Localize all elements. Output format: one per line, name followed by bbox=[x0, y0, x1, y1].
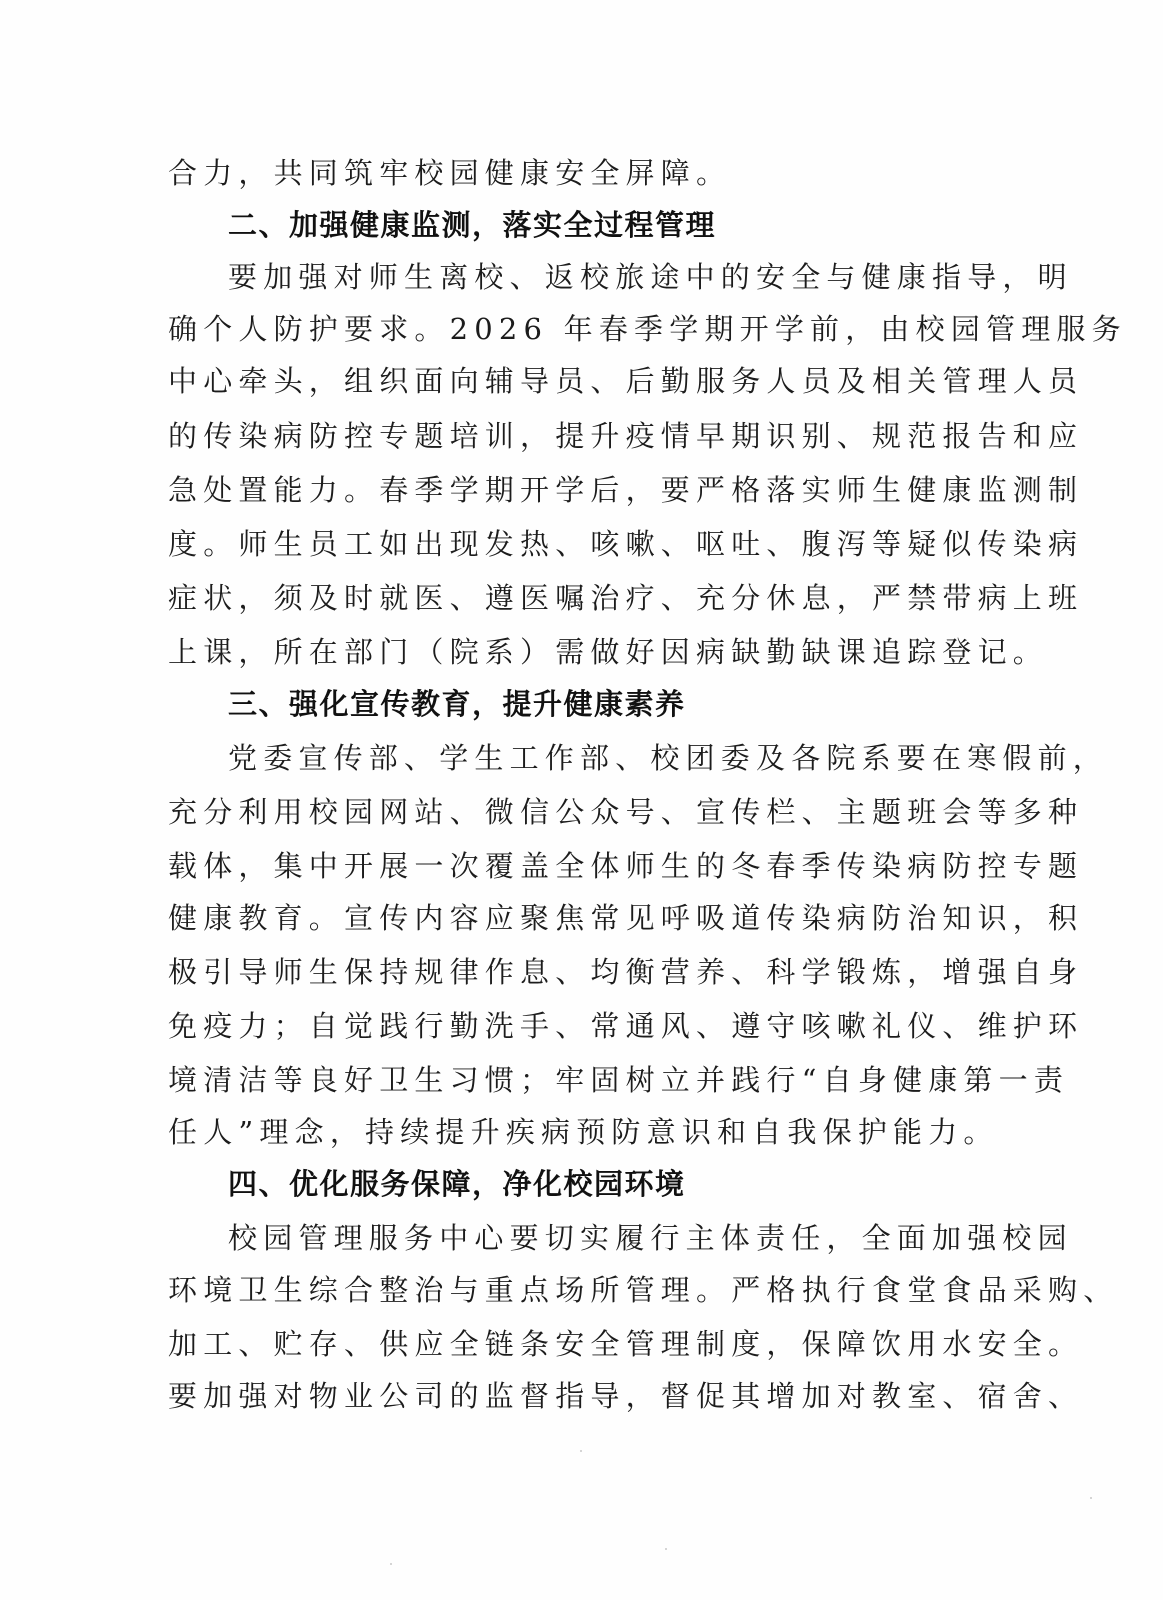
body-line: 健康教育。宣传内容应聚焦常见呼吸道传染病防治知识，积 bbox=[168, 901, 1084, 935]
body-line: 中心牵头，组织面向辅导员、后勤服务人员及相关管理人员 bbox=[168, 364, 1084, 398]
body-line: 环境卫生综合整治与重点场所管理。严格执行食堂食品采购、 bbox=[168, 1273, 1119, 1307]
body-line: 度。师生员工如出现发热、咳嗽、呕吐、腹泻等疑似传染病 bbox=[168, 527, 1084, 561]
body-line: 确个人防护要求。2026 年春季学期开学前，由校园管理服务 bbox=[168, 312, 1127, 346]
section-heading-2: 二、加强健康监测，落实全过程管理 bbox=[228, 208, 717, 242]
section-heading-3: 三、强化宣传教育，提升健康素养 bbox=[228, 687, 686, 721]
body-line: 上课，所在部门（院系）需做好因病缺勤缺课追踪登记。 bbox=[168, 635, 1049, 669]
body-line: 合力，共同筑牢校园健康安全屏障。 bbox=[168, 156, 732, 190]
body-line: 急处置能力。春季学期开学后，要严格落实师生健康监测制 bbox=[168, 473, 1084, 507]
body-line: 任人”理念，持续提升疾病预防意识和自我保护能力。 bbox=[168, 1115, 999, 1149]
body-line: 的传染病防控专题培训，提升疫情早期识别、规范报告和应 bbox=[168, 419, 1084, 453]
body-line: 充分利用校园网站、微信公众号、宣传栏、主题班会等多种 bbox=[168, 795, 1084, 829]
scan-speck bbox=[390, 1563, 392, 1565]
body-line: 免疫力；自觉践行勤洗手、常通风、遵守咳嗽礼仪、维护环 bbox=[168, 1009, 1084, 1043]
body-line: 要加强对师生离校、返校旅途中的安全与健康指导，明 bbox=[228, 260, 1073, 294]
body-line: 载体，集中开展一次覆盖全体师生的冬春季传染病防控专题 bbox=[168, 849, 1084, 883]
body-line: 党委宣传部、学生工作部、校团委及各院系要在寒假前， bbox=[228, 741, 1109, 775]
body-line: 校园管理服务中心要切实履行主体责任，全面加强校园 bbox=[228, 1221, 1073, 1255]
body-line: 症状，须及时就医、遵医嘱治疗、充分休息，严禁带病上班 bbox=[168, 581, 1084, 615]
body-line: 加工、贮存、供应全链条安全管理制度，保障饮用水安全。 bbox=[168, 1327, 1084, 1361]
scan-speck bbox=[580, 1450, 582, 1452]
body-line: 境清洁等良好卫生习惯；牢固树立并践行“自身健康第一责 bbox=[168, 1063, 1070, 1097]
scan-speck bbox=[665, 1548, 667, 1550]
body-line: 极引导师生保持规律作息、均衡营养、科学锻炼，增强自身 bbox=[168, 955, 1084, 989]
scan-speck bbox=[1090, 1497, 1092, 1499]
body-line: 要加强对物业公司的监督指导，督促其增加对教室、宿舍、 bbox=[168, 1379, 1084, 1413]
section-heading-4: 四、优化服务保障，净化校园环境 bbox=[228, 1167, 686, 1201]
